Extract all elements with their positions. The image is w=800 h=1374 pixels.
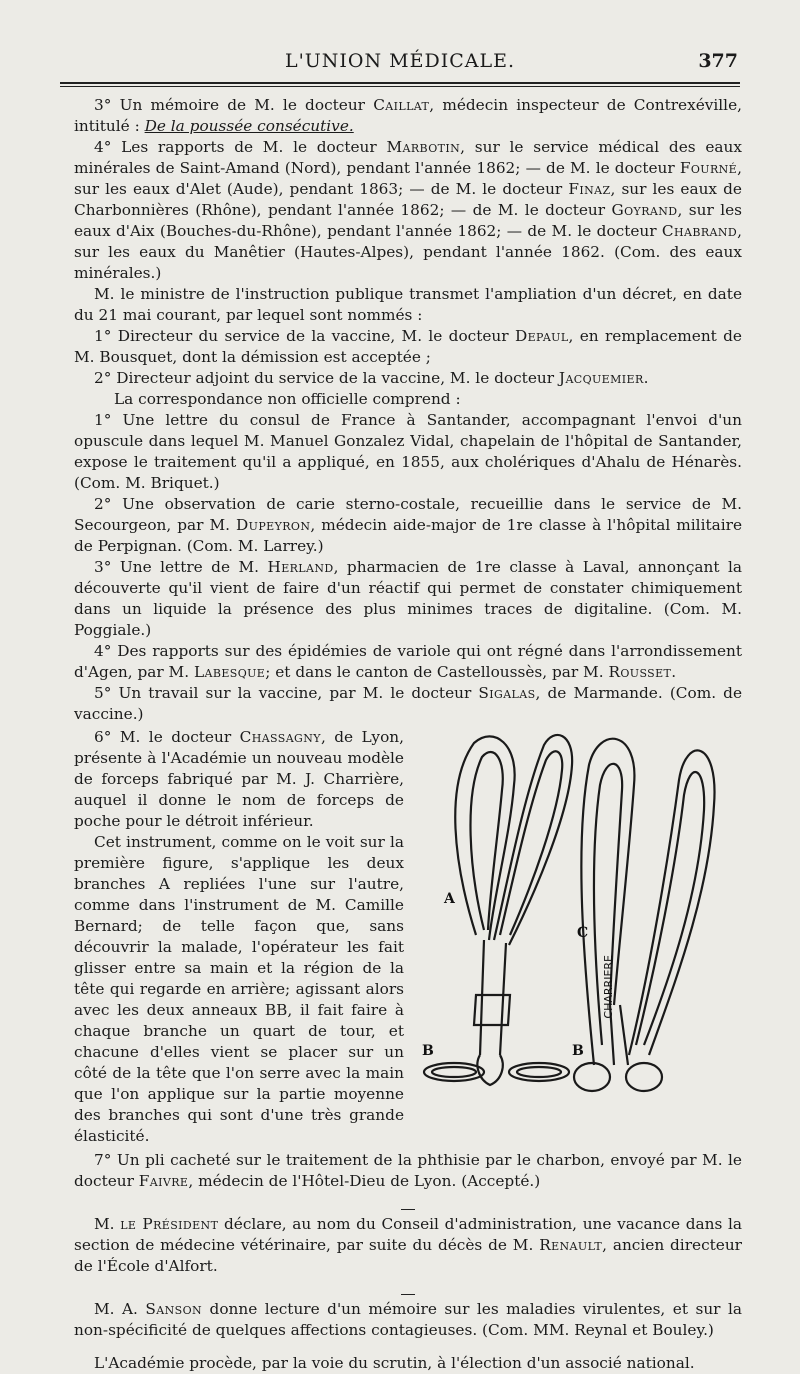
vaccine-work: 5° Un travail sur la vaccine, par M. le docteur Sigalas, de Marmande. (Com. de vaccine.) [74,684,743,723]
sealed-letter: 7° Un pli cacheté sur le traitement de la phthisie par le charbon, envoyé par M. le docteur Faivre, médecin de l'Hôtel-Dieu de Lyon. (Accepté.) [74,1151,742,1190]
figure-label-b1: B [422,1043,434,1059]
minister-decree: M. le ministre de l'instruction publique transmet l'ampliation d'un décret, en date du 21 mai courant, par lequel sont nommés : [74,285,742,324]
separator [74,1283,742,1297]
forceps-description: Cet instrument, comme on le voit sur la première figure, s'applique les deux branches A repliées l'une sur l'autre, comme dans l'instrument de M. Camille Bernard; de telle façon que, sans découvrir la malade, l'opérateur les fait glisser entre sa main et la région de la tête qui regarde en arrière; agissant alors avec les deux anneaux BB, il fait faire à chaque branche un quart de tour, et chacune d'elles vient se placer sur un côté de la tête que l'on serre avec la main que l'on applique sur la partie moyenne des branches qui sont d'une très grande élasticité. [74,833,404,1145]
sanson-reading: M. A. Sanson donne lecture d'un mémoire sur les maladies virulentes, et sur la non-spécificité de quelques affections contagieuses. (Com. MM. Reynal et Bouley.) [74,1300,742,1339]
forceps-c-blade2-inner [636,772,704,1045]
ring-b-left-inner [432,1067,476,1077]
appointment-deputy: 2° Directeur adjoint du service de la vaccine, M. le docteur Jacquemier. [94,369,649,387]
header-rule [60,82,740,84]
page-body [74,95,742,1374]
observation-caries: 2° Une observation de carie sterno-costale, recueillie dans le service de M. Secourgeon, par M. Dupeyron, médecin aide-major de 1re classe à l'hôpital militaire de Perpignan. (Com. M. Larrey.) [74,495,742,555]
letter-santander: 1° Une lettre du consul de France à Santander, accompagnant l'envoi d'un opuscule dans lequel M. Manuel Gonzalez Vidal, chapelain de l'hôpital de Santander, expose le traitement qu'il a appliqué, en 1855, aux cholériques d'Ahalu de Hénarès. (Com. M. Briquet.) [74,411,742,492]
forceps-c-ring2 [626,1063,662,1091]
correspondence-heading: La correspondance non officielle comprend : [114,390,461,408]
reports-variola: 4° Des rapports sur des épidémies de variole qui ont régné dans l'arrondissement d'Agen, par M. Labesque; et dans le canton de Castelloussès, par M. Rousset. [74,642,742,681]
forceps-a-handle [477,1055,502,1085]
forceps-intro: 6° M. le docteur Chassagny, de Lyon, présente à l'Académie un nouveau modèle de forceps fabriqué par M. J. Charrière, auquel il donne le nom de forceps de poche pour le détroit inférieur. [74,728,405,830]
item-4-reports: 4° Les rapports de M. le docteur Marbotin, sur le service médical des eaux minérales de Saint-Amand (Nord), pendant l'année 1862; — de M. le docteur Fourné, sur les eaux d'Alet (Aude), pendant 1863; — de M. le docteur Finaz, sur les eaux de Charbonnières (Rhône), pendant l'année 1862; — de M. le docteur Goyrand, sur les eaux d'Aix (Bouches-du-Rhône), pendant l'année 1862; — de M. le docteur Chabrand, sur les eaux du Manêtier (Hautes-Alpes), pendant l'année 1862. (Com. des eaux minérales.) [74,138,742,282]
ring-b-right-inner [517,1067,561,1077]
figure-label-c: C [577,925,589,941]
president-announcement: M. le Président déclare, au nom du Conseil d'administration, une vacance dans la section de médecine vétérinaire, par suite du décès de M. Renault, ancien directeur de l'École d'Alfort. [74,1215,743,1275]
forceps-a-blade-inner [470,752,502,930]
figure-label-a: A [444,891,455,907]
forceps-c-ring1 [574,1063,610,1091]
item-3-memoir: 3° Un mémoire de M. le docteur Caillat, médecin inspecteur de Contrexéville, intitulé : De la poussée consécutive. [74,96,742,135]
forceps-a-lock [474,995,510,1025]
forceps-illustration [414,725,742,1105]
appointment-director: 1° Directeur du service de la vaccine, M. le docteur Depaul, en remplacement de M. Bousquet, dont la démission est acceptée ; [74,327,742,366]
running-title: L'UNION MÉDICALE. [284,50,516,72]
header-rule-thin [60,86,740,87]
forceps-a-shank [480,940,506,1055]
letter-herland: 3° Une lettre de M. Herland, pharmacien de 1re classe à Laval, annonçant la découverte qu'il vient de faire d'un réactif qui permet de constater chimiquement dans un liquide la présence des plus minimes traces de digitaline. (Com. M. Poggiale.) [74,558,742,639]
page-number: 377 [698,50,738,72]
engraving-text: CHARRIERE [602,955,615,1019]
separator [74,1198,742,1212]
election-notice: L'Académie procède, par la voie du scrutin, à l'élection d'un associé national. [94,1354,695,1372]
forceps-c-blade2-outer [629,750,715,1055]
forceps-text [74,727,404,1147]
page-header [60,48,740,78]
forceps-section [74,727,742,1147]
forceps-figure [414,725,742,1105]
figure-label-b2: B [572,1043,584,1059]
